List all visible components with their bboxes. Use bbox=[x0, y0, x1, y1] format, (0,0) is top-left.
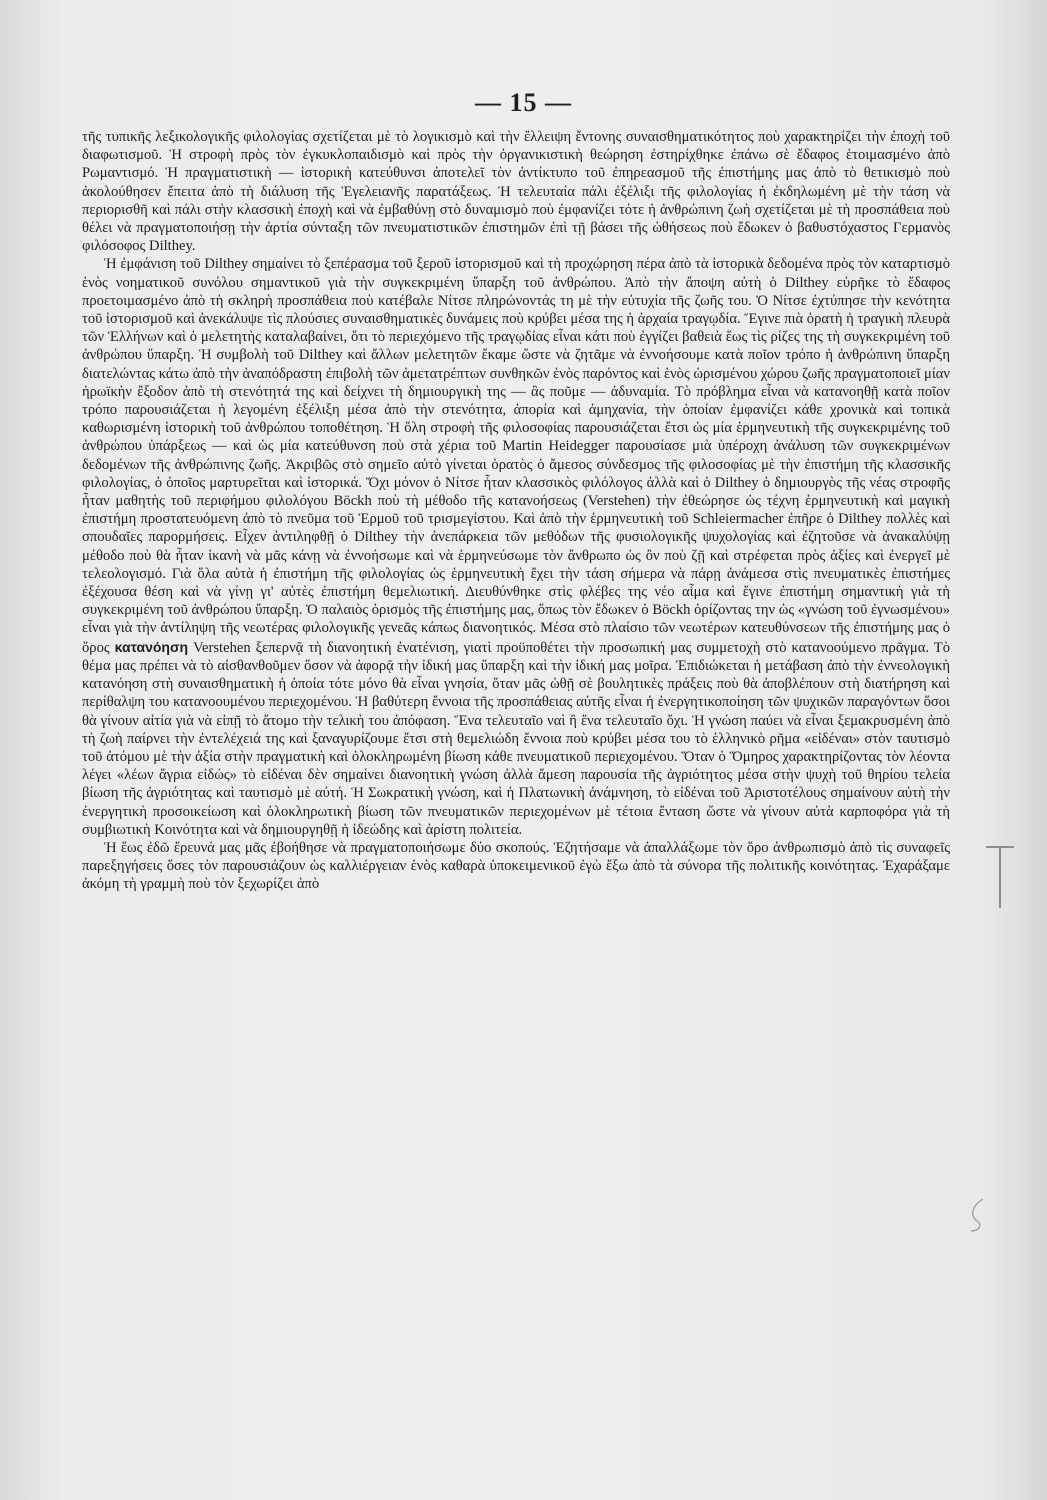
page-number: — 15 — bbox=[475, 88, 572, 117]
pencil-squiggle-mark bbox=[955, 1195, 995, 1235]
paragraph-2-part-2: Verstehen ξεπερνᾷ τὴ διανοητικὴ ἐνατένιση, γιατὶ προϋποθέτει τὴν προσωπική μας συμμετοχὴ στὸ κατανοούμενο πρᾶγμα. Τὸ θέμα μας πρέπει νὰ τὸ αἰσθανθοῦμεν ὅσον νὰ ἀφορᾷ τὴν ἰδική μας ὕπαρξη καὶ τὴν ἰδική μας μοῖρα. Ἐπιδιώκεται ἡ μετάβαση ἀπὸ τὴν ἐννεολογικὴ κατανόηση στὴ συναισθηματικὴ ἡ ὁποία τότε μόνο θὰ εἶναι γνησία, ὅταν μᾶς ὠθῇ σὲ βουλητικὲς πράξεις ποὺ θὰ ἀποβλέπουν στὴ διατήρηση καὶ περίθαλψη του κατανοουμένου περιεχομένου. Ἡ βαθύτερη ἔννοια τῆς προσπάθειας αὐτῆς εἶναι ἡ ἐνεργητικοποίηση τῶν ψυχικῶν παραγόντων ὅσοι θὰ γίνουν αἰτία γιὰ νὰ εἰπῇ τὸ ἄτομο τὴν τελικὴ του ἀπόφαση. Ἕνα τελευταῖο ναὶ ἢ ἕνα τελευταῖο ὄχι. Ἡ γνώση παύει νὰ εἶναι ξεμακρυσμένη ἀπὸ τὴ ζωὴ παίρνει τὴν ἐντελέχειά της καὶ ξαναγυρίζουμε ἔτσι στὴ θεμελιώδη ἔννοια ποὺ κρύβει μέσα του τὸ ἑλληνικὸ ρῆμα «εἰδέναι» στὸν ταυτισμὸ τοῦ ἀτόμου μὲ τὴν ἀξία στὴν πραγματικὴ καὶ ὁλοκληρωμένη βίωση κάθε πνευματικοῦ περιεχομένου. Ὅταν ὁ Ὅμηρος χαρακτηρίζοντας τὸν λέοντα λέγει «λέων ἄγρια εἰδώς» τὸ εἰδέναι δὲν σημαίνει διανοητικὴ γνώση ἀλλὰ ἄμεση παρουσία τῆς ἀγριότητος μέσα στὴν ψυχὴ τοῦ θηρίου τελεία βίωση τῆς ἀγριότητας καὶ ταυτισμὸ μὲ αὐτή. Ἡ Σωκρατικὴ γνώση, καὶ ἡ Πλατωνικὴ ἀνάμνηση, τὸ εἰδέναι τοῦ Ἀριστοτέλους σημαίνουν αὐτὴ τὴν ἐνεργητικὴ προσοικείωση καὶ ὁλοκληρωτικὴ βίωση τῶν πνευματικῶν περιεχομένων μὲ τέτοια ἔνταση ὥστε νὰ γίνουν αὐτὰ καρποφόρα γιὰ τὴ συμβιωτικὴ Κοινότητα καὶ νὰ δημιουργηθῇ ἡ ἰδεώδης καὶ ἀρίστη πολιτεία. bbox=[82, 639, 950, 838]
term-katanoisi: κατανόηση bbox=[114, 638, 189, 655]
body-text bbox=[82, 128, 950, 894]
paragraph-1: τῆς τυπικῆς λεξικολογικῆς φιλολογίας σχετίζεται μὲ τὸ λογικισμὸ καὶ τὴν ἔλλειψη ἔντονης συναισθηματικότητος ποὺ χαρακτηρίζει τὴν ἐποχὴ τοῦ διαφωτισμοῦ. Ἡ στροφὴ πρὸς τὸν ἐγκυκλοπαιδισμὸ καὶ πρὸς τὴν ὀργανικιστικὴ θεώρηση ἐστηρίχθηκε ἐπάνω σὲ ἔδαφος ἑτοιμασμένο ἀπὸ Ρωμαντισμό. Ἡ πραγματιστικὴ — ἱστορικὴ κατεύθυνσι ἀποτελεῖ τὸν ἀντίκτυπο τοῦ ἐπηρεασμοῦ τῆς ἐπιστήμης μας ἀπὸ τὸ θετικισμὸ ποὺ ἀκολούθησεν ἔπειτα ἀπὸ τὴ διάλυση τῆς Ἑγελειανῆς παρατάξεως. Ἡ τελευταία πάλι ἐξέλιξι τῆς φιλολογίας ἡ ἐκδηλωμένη μὲ τὴν τάση νὰ περιορισθῆ καὶ πάλι στὴν κλασσικὴ ἐποχὴ καὶ νὰ ἐμβαθύνῃ στὸ δυναμισμὸ ποὺ ἐμφανίζει τότε ἡ ἀνθρώπινη ζωὴ σχετίζεται μὲ τὴ προσπάθεια ποὺ θέλει νὰ πραγματοποιήσῃ τὴν ἀρτία σύνταξη τῶν πνευματιστικῶν ἐπιστημῶν ἐπὶ τῇ βάσει τῆς ὠθήσεως ποὺ ἔδωκεν ὁ βαθυστόχαστος Γερμανὸς φιλόσοφος Dilthey. bbox=[82, 129, 950, 255]
paragraph-2 bbox=[82, 255, 950, 839]
pencil-margin-mark bbox=[982, 840, 1016, 910]
paragraph-3: Ἡ ἕως ἐδῶ ἔρευνά μας μᾶς ἐβοήθησε νὰ πραγματοποιήσωμε δύο σκοπούς. Ἐζητήσαμε νὰ ἀπαλλάξωμε τὸν ὅρο ἀνθρωπισμὸ ἀπὸ τὶς συναφεῖς παρεξηγήσεις ὅσες τὸν παρουσιάζουν ὡς καλλιέργειαν ἑνὸς καθαρὰ ὑποκειμενικοῦ ἐγὼ ἔξω ἀπὸ τὰ σύνορα τῆς πολιτικῆς κοινότητας. Ἐχαράξαμε ἀκόμη τὴ γραμμὴ ποὺ τὸν ξεχωρίζει ἀπὸ bbox=[82, 839, 950, 893]
paragraph-2-part-1: Ἡ ἐμφάνιση τοῦ Dilthey σημαίνει τὸ ξεπέρασμα τοῦ ξεροῦ ἱστορισμοῦ καὶ τὴ προχώρηση πέρα ἀπὸ τὰ ἱστορικὰ δεδομένα πρὸς τὸν καταρτισμὸ ἑνὸς νοηματικοῦ συνόλου σημαντικοῦ γιὰ τὴν συγκεκριμένη ὕπαρξη τοῦ ἀνθρώπου. Ἀπὸ τὴν ἄποψη αὐτὴ ὁ Dilthey εὑρῆκε τὸ ἔδαφος προετοιμασμένο ἀπὸ τὴ σκληρὴ προσπάθεια ποὺ κατέβαλε Νίτσε πληρώνοντάς τη μὲ τὴν εὐτυχία τῆς ζωῆς του. Ὁ Νίτσε ἐχτύπησε τὴν κενότητα τοῦ ἱστορισμοῦ καὶ ἀνεκάλυψε τὶς πλούσιες συναισθηματικὲς δυνάμεις ποὺ κρύβει μέσα της ἡ ἀρχαία τραγῳδία. Ἔγινε πιὰ ὁρατὴ ἡ τραγικὴ πλευρὰ τῶν Ἑλλήνων καὶ ὁ μελετητὴς καταλαβαίνει, ὅτι τὸ περιεχόμενο τῆς τραγῳδίας εἶναι κάτι ποὺ ἐγγίζει βαθειὰ ἕως τὶς ρίζες της τὴ συγκεκριμένη τοῦ ἀνθρώπου ὕπαρξη. Ἡ συμβολὴ τοῦ Dilthey καὶ ἄλλων μελετητῶν ἔκαμε ὥστε νὰ ζητᾶμε νὰ ἐννοήσουμε κατὰ ποῖον τρόπο ἡ ἀνθρώπινη ὕπαρξη διατελώντας κάτω ἀπὸ τὴν ἀναπόδραστη ἐπιβολὴ τῶν ἀμετατρέπτων συνθηκῶν ἑνὸς παρόντος καὶ ἑνὸς ὡρισμένου χώρου ζωῆς πραγματοποιεῖ μίαν ἡρωϊκὴν ἔξοδον ἀπὸ τὴ στενότητά της καὶ δείχνει τὴ δημιουργικὴ της — ἂς ποῦμε — ἀδυναμία. Τὸ πρόβλημα εἶναι νὰ κατανοηθῇ κατὰ ποῖον τρόπο παρουσιάζεται ἡ λεγομένη ἐξέλιξη μέσα ἀπὸ τὴν στενότητα, ἀπορία καὶ ἀμηχανία, τὴν ὁποίαν ἐμφανίζει κάθε χρονικὰ καὶ τοπικὰ καθωρισμένη ἱστορικὴ τοῦ ἀνθρώπου τοποθέτηση. Ἡ ὅλη στροφὴ τῆς φιλοσοφίας παρουσιάζεται ἔτσι ὡς μία ἑρμηνευτικὴ τῆς συγκεκριμένης τοῦ ἀνθρώπου ὑπάρξεως — καὶ ὡς μία κατεύθυνση ποὺ στὰ χέρια τοῦ Martin Heidegger παρουσίασε μιὰ ὑπέροχη ἀνάλυση τῶν συγκεκριμένων δεδομένων τῆς ἀνθρώπινης ζωῆς. Ἀκριβῶς στὸ σημεῖο αὐτὸ γίνεται ὁρατὸς ὁ ἄμεσος σύνδεσμος τῆς φιλοσοφίας μὲ τὴν ἐπιστήμη τῆς κλασσικῆς φιλολογίας, ὁ ὁποῖος μαρτυρεῖται καὶ ἱστορικά. Ὄχι μόνον ὁ Νίτσε ἦταν κλασσικὸς φιλόλογος ἀλλὰ καὶ ὁ Dilthey ὁ δημιουργὸς τῆς νέας στροφῆς ἦταν μαθητὴς τοῦ περιφήμου φιλολόγου Böckh ποὺ τὴ μέθοδο τῆς κατανοήσεως (Verstehen) τὴν ἐθεώρησε ὡς τέχνη ἑρμηνευτικὴ καὶ μαγικὴ ἐπιστήμη προστατευόμενη ἀπὸ τὸ πνεῦμα τοῦ Ἑρμοῦ τοῦ τρισμεγίστου. Καὶ ἀπὸ τὴν ἑρμηνευτικὴ τοῦ Schleiermacher ἐπῆρε ὁ Dilthey πολλὲς καὶ σπουδαῖες παρορμήσεις. Εἶχεν ἀντιληφθῇ ὁ Dilthey τὴν ἀνεπάρκεια τῶν μεθόδων τῆς φυσιολογικῆς ψυχολογίας καὶ ἐζητοῦσε νὰ ἀνακαλύψῃ μέθοδο ποὺ θὰ ἦταν ἱκανὴ νὰ μᾶς κάνῃ νὰ ἐννοήσωμε καὶ νὰ ἑρμηνεύσωμε τὸν ἄνθρωπο ὡς ὂν ποὺ ζῇ καὶ στρέφεται πρὸς ἀξίες καὶ ἐνεργεῖ μὲ τελεολογισμό. Γιὰ ὅλα αὐτὰ ἡ ἐπιστήμη τῆς φιλολογίας ὡς ἑρμηνευτικὴ ἔχει τὴν τάση σήμερα νὰ πάρῃ ἀνάμεσα στὶς πνευματικὲς ἐπιστήμες ἐξέχουσα θέση καὶ νὰ γίνῃ γι' αὐτὲς ἐπιστήμη θεμελιωτική. Διευθύνθηκε στὶς φλέβες της νέο αἷμα καὶ ἔγινε ἐπιστήμη σημαντικὴ γιὰ τὴ συγκεκριμένη τοῦ ἀνθρώπου ὕπαρξη. Ὁ παλαιὸς ὁρισμὸς τῆς ἐπιστήμης μας, ὅπως τὸν ἔδωκεν ὁ Böckh ὁρίζοντας την ὡς «γνώση τοῦ ἐγνωσμένου» εἶναι γιὰ τὴν ἀντίληψη τῆς νεωτέρας φιλολογικῆς γενεᾶς κάπως διανοητικός. Μέσα στὸ πλαίσιο τῶν νεωτέρων κατευθύνσεων τῆς ἐπιστήμης μας ὁ ὅρος bbox=[82, 256, 950, 656]
